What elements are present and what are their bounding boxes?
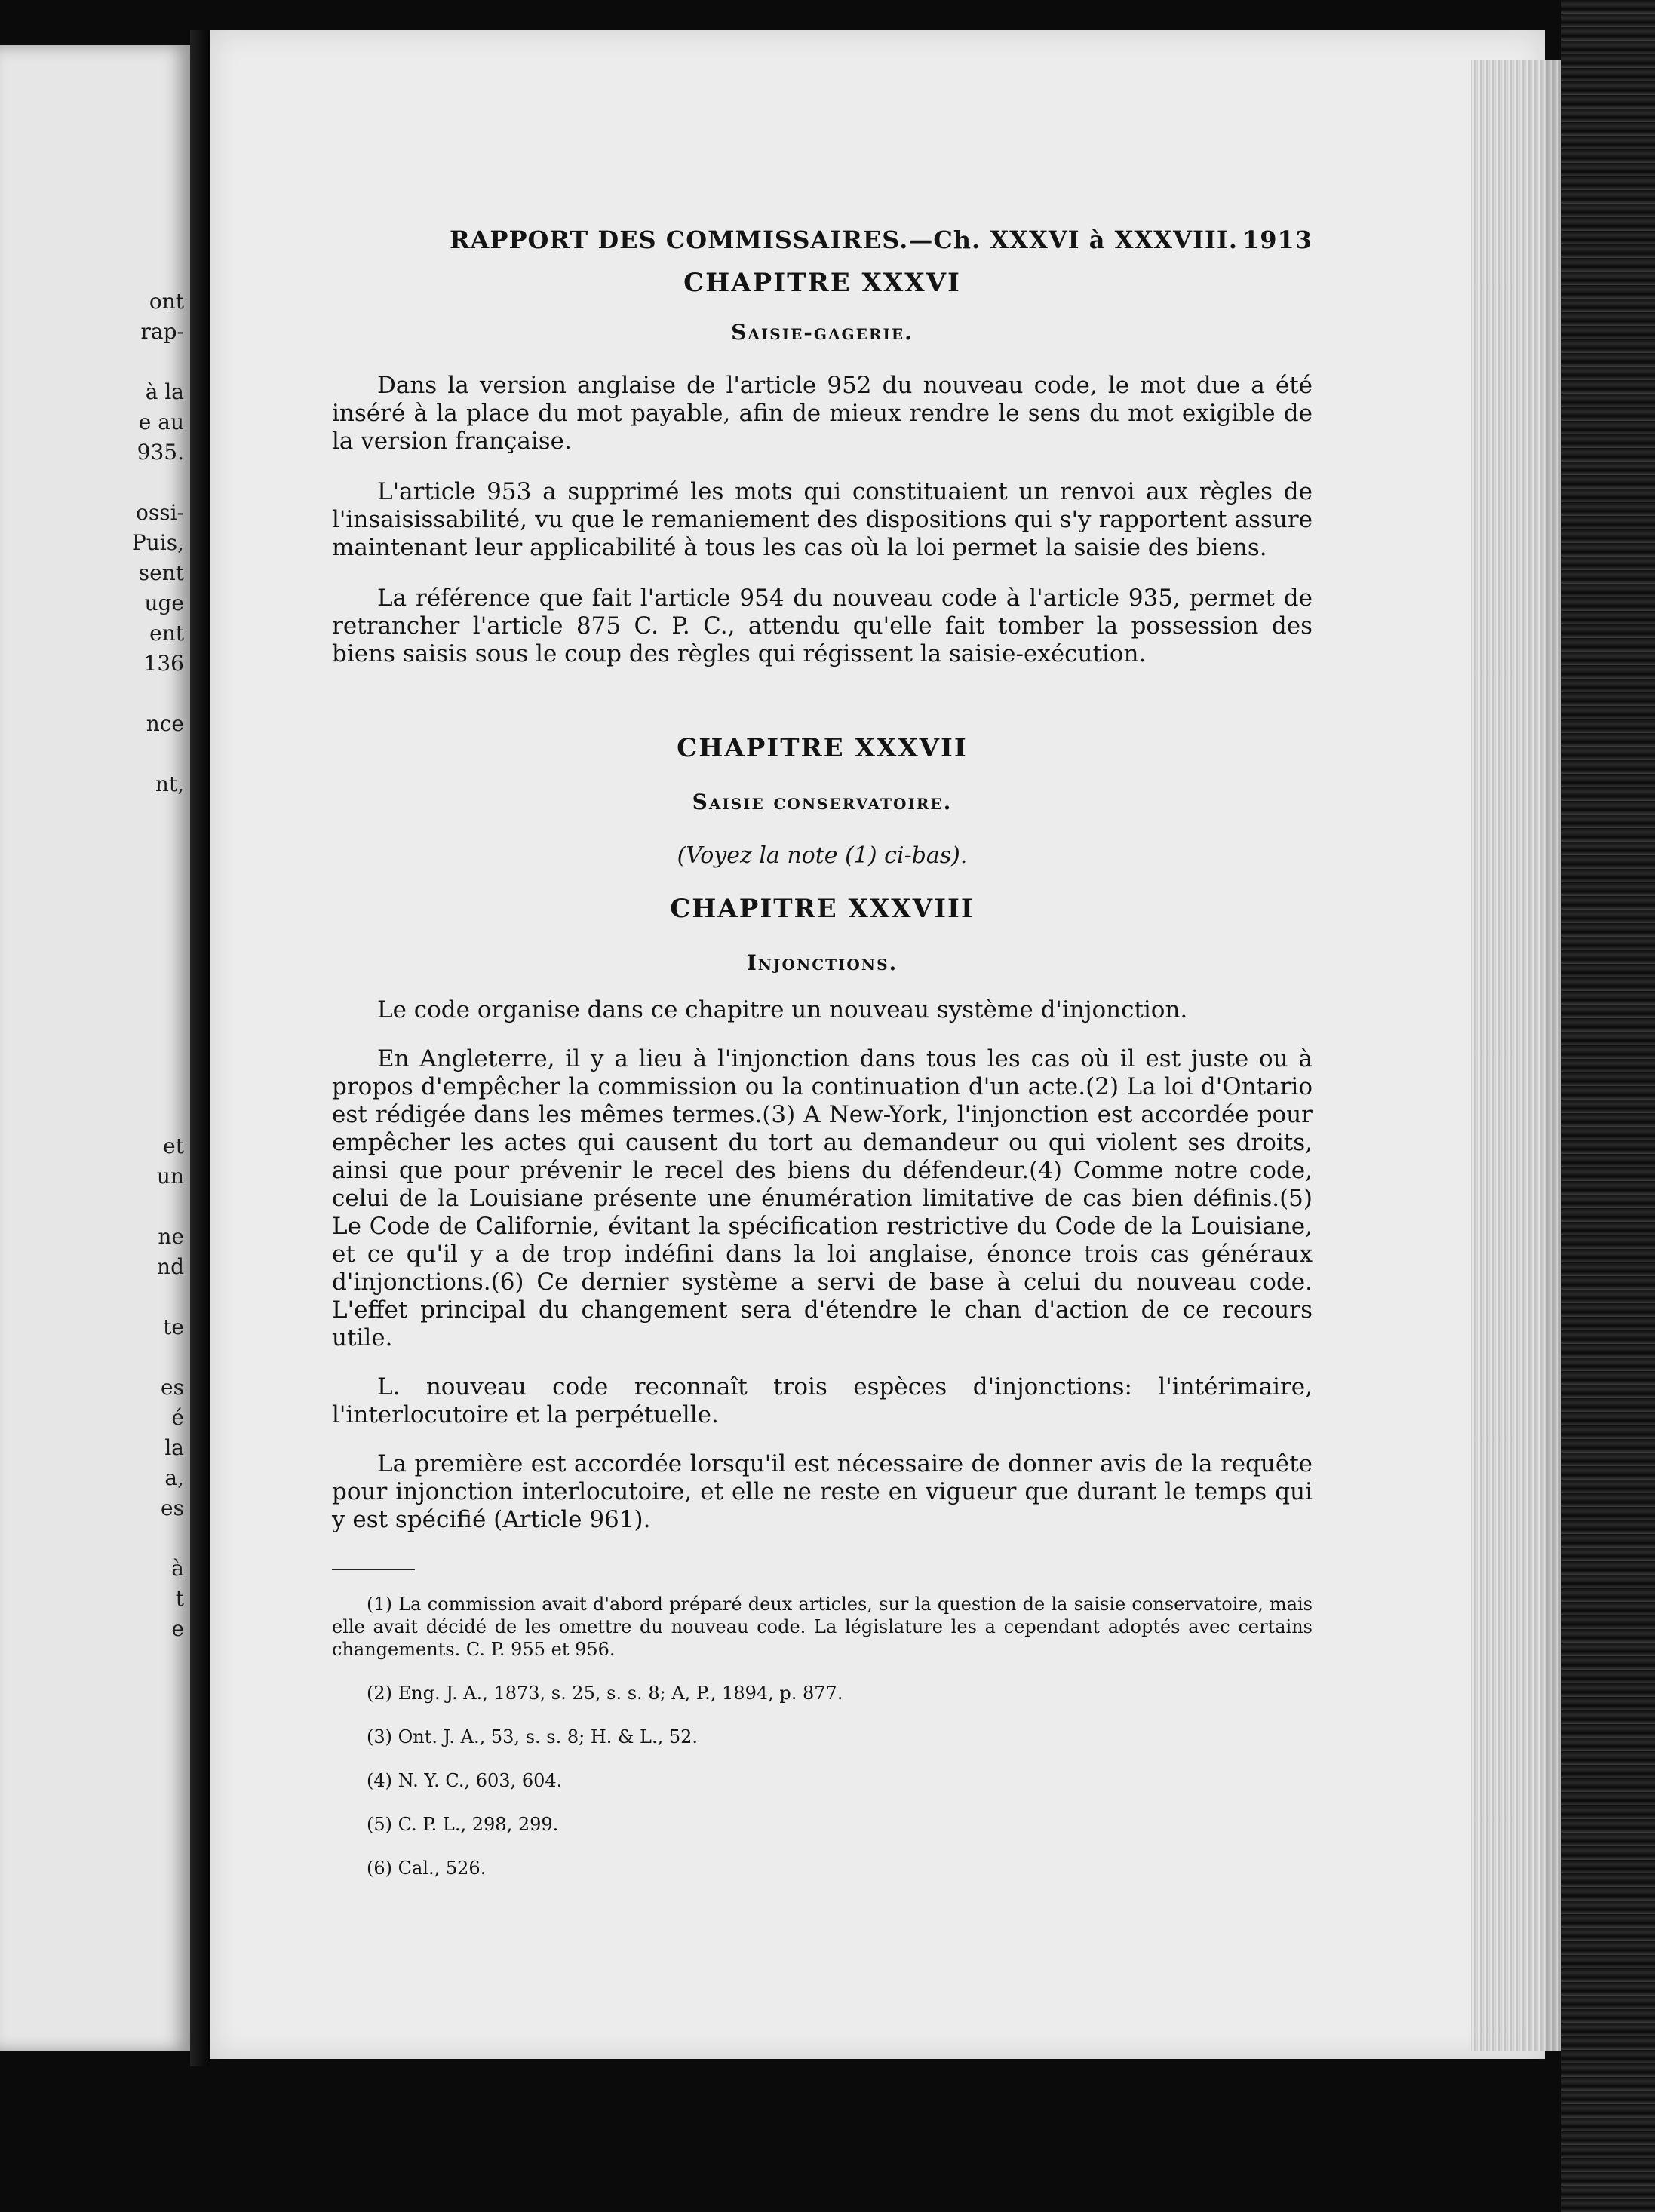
facing-page-fragment-group-1 [0, 287, 190, 799]
paragraph: En Angleterre, il y a lieu à l'injonction dans tous les cas où il est juste ou à propos d'empêcher la commission ou la continuation d'un acte.(2) La loi d'Ontario est rédigée dans les mêmes termes.(3) A New-York, l'injonction est accordée pour empêcher les actes qui causent du tort au demandeur ou qui violent ses droits, ainsi que pour prévenir le recel des biens du défendeur.(4) Comme notre code, celui de la Louisiane présente une énumération limitative de cas bien définis.(5) Le Code de Californie, évitant la spécification restrictive du Code de la Louisiane, et ce qu'il y a de trop indéfini dans la loi anglaise, énonce trois cas généraux d'injonctions.(6) Ce dernier système a servi de base à celui du nouveau code. L'effet principal du changement sera d'étendre le chan d'action de ce recours utile. [332, 1045, 1313, 1351]
facing-fragment: ne [158, 1224, 184, 1249]
facing-fragment: ent [149, 621, 184, 646]
facing-fragment [0, 1282, 190, 1312]
page-content [332, 226, 1313, 1879]
page-edges [1471, 60, 1561, 2051]
facing-fragment: nd [157, 1254, 184, 1279]
facing-fragment: à la [145, 379, 184, 404]
facing-fragment [0, 1192, 190, 1222]
footnote: (6) Cal., 526. [367, 1858, 487, 1879]
paragraph: L'article 953 a supprimé les mots qui constituaient un renvoi aux règles de l'insaisissabilité, vu que le remaniement des dispositions qui s'y rapportent assure maintenant leur applicabilité à tous les cas où la loi permet la saisie des biens. [332, 478, 1313, 561]
chapter-title: CHAPITRE XXXVI [683, 268, 961, 298]
facing-fragment: rap- [140, 319, 184, 344]
chapter-subtitle: Saisie-gagerie. [731, 320, 913, 345]
facing-fragment: es [161, 1375, 184, 1400]
facing-fragment: Puis, [131, 530, 184, 555]
facing-fragment [0, 679, 190, 709]
facing-fragment: à [171, 1556, 184, 1581]
chapter-subtitle: Saisie conservatoire. [692, 790, 953, 815]
facing-fragment: ossi- [135, 500, 184, 525]
paragraph: Le code organise dans ce chapitre un nouveau système d'injonction. [377, 996, 1188, 1023]
paragraph: L. nouveau code reconnaît trois espèces d'injonctions: l'intérimaire, l'interlocutoire et la perpétuelle. [332, 1373, 1313, 1428]
facing-fragment: t [175, 1586, 184, 1611]
facing-fragment: uge [144, 591, 184, 615]
page-number: 1913 [1242, 225, 1313, 254]
facing-fragment: te [163, 1315, 184, 1339]
facing-fragment: e au [138, 410, 184, 434]
chapter-note: (Voyez la note (1) ci-bas). [677, 842, 968, 869]
facing-fragment: 935. [137, 440, 184, 465]
book-gutter [190, 30, 210, 2066]
paragraph: La première est accordée lorsqu'il est nécessaire de donner avis de la requête pour injonction interlocutoire, et elle ne reste en vigueur que durant le temps qui y est spécifié (Article 961). [332, 1450, 1313, 1533]
running-head [332, 226, 1313, 254]
facing-fragment: nce [146, 711, 184, 736]
facing-page-fragment-group-2 [0, 1131, 190, 1644]
facing-fragment [0, 1523, 190, 1554]
facing-fragment: é [171, 1405, 184, 1430]
facing-fragment: es [161, 1496, 184, 1520]
footnote-separator [332, 1569, 415, 1570]
facing-fragment: e [171, 1616, 184, 1641]
chapter-subtitle: Injonctions. [746, 950, 898, 975]
paragraph: Dans la version anglaise de l'article 952 du nouveau code, le mot due a été inséré à la place du mot payable, afin de mieux rendre le sens du mot exigible de la version française. [332, 372, 1313, 455]
facing-fragment: 136 [143, 651, 184, 676]
facing-fragment [0, 739, 190, 769]
chapter-title: CHAPITRE XXXVIII [670, 894, 975, 924]
footnote: (3) Ont. J. A., 53, s. s. 8; H. & L., 52. [367, 1726, 698, 1747]
facing-fragment: un [156, 1164, 184, 1189]
paragraph: La référence que fait l'article 954 du nouveau code à l'article 935, permet de retrancher l'article 875 C. P. C., attendu qu'elle fait tomber la possession des biens saisis sous le coup des règles qui régissent la saisie-exécution. [332, 584, 1313, 667]
footnote: (4) N. Y. C., 603, 604. [367, 1770, 563, 1791]
book-cover-edge [1561, 0, 1655, 2212]
chapter-title: CHAPITRE XXXVII [677, 733, 968, 763]
footnote: (5) C. P. L., 298, 299. [367, 1814, 559, 1835]
facing-fragment: sent [138, 560, 184, 585]
footnotes [332, 1593, 1313, 1879]
facing-fragment: nt, [155, 772, 184, 796]
facing-fragment: et [163, 1134, 184, 1158]
facing-fragment: a, [164, 1465, 184, 1490]
facing-fragment [0, 347, 190, 377]
footnote: (2) Eng. J. A., 1873, s. 25, s. s. 8; A, P., 1894, p. 877. [367, 1683, 843, 1704]
facing-fragment: ont [149, 289, 184, 314]
footnote: (1) La commission avait d'abord préparé deux articles, sur la question de la saisie conservatoire, mais elle avait décidé de les omettre du nouveau code. La législature les a cependant adoptés avec certains changements. C. P. 955 et 956. [332, 1594, 1313, 1660]
running-head-title: RAPPORT DES COMMISSAIRES.—Ch. XXXVI à XXXVIII. [449, 225, 1238, 254]
facing-page-left [0, 45, 190, 2051]
facing-fragment [0, 468, 190, 498]
facing-fragment [0, 1342, 190, 1373]
facing-fragment: la [164, 1435, 184, 1460]
